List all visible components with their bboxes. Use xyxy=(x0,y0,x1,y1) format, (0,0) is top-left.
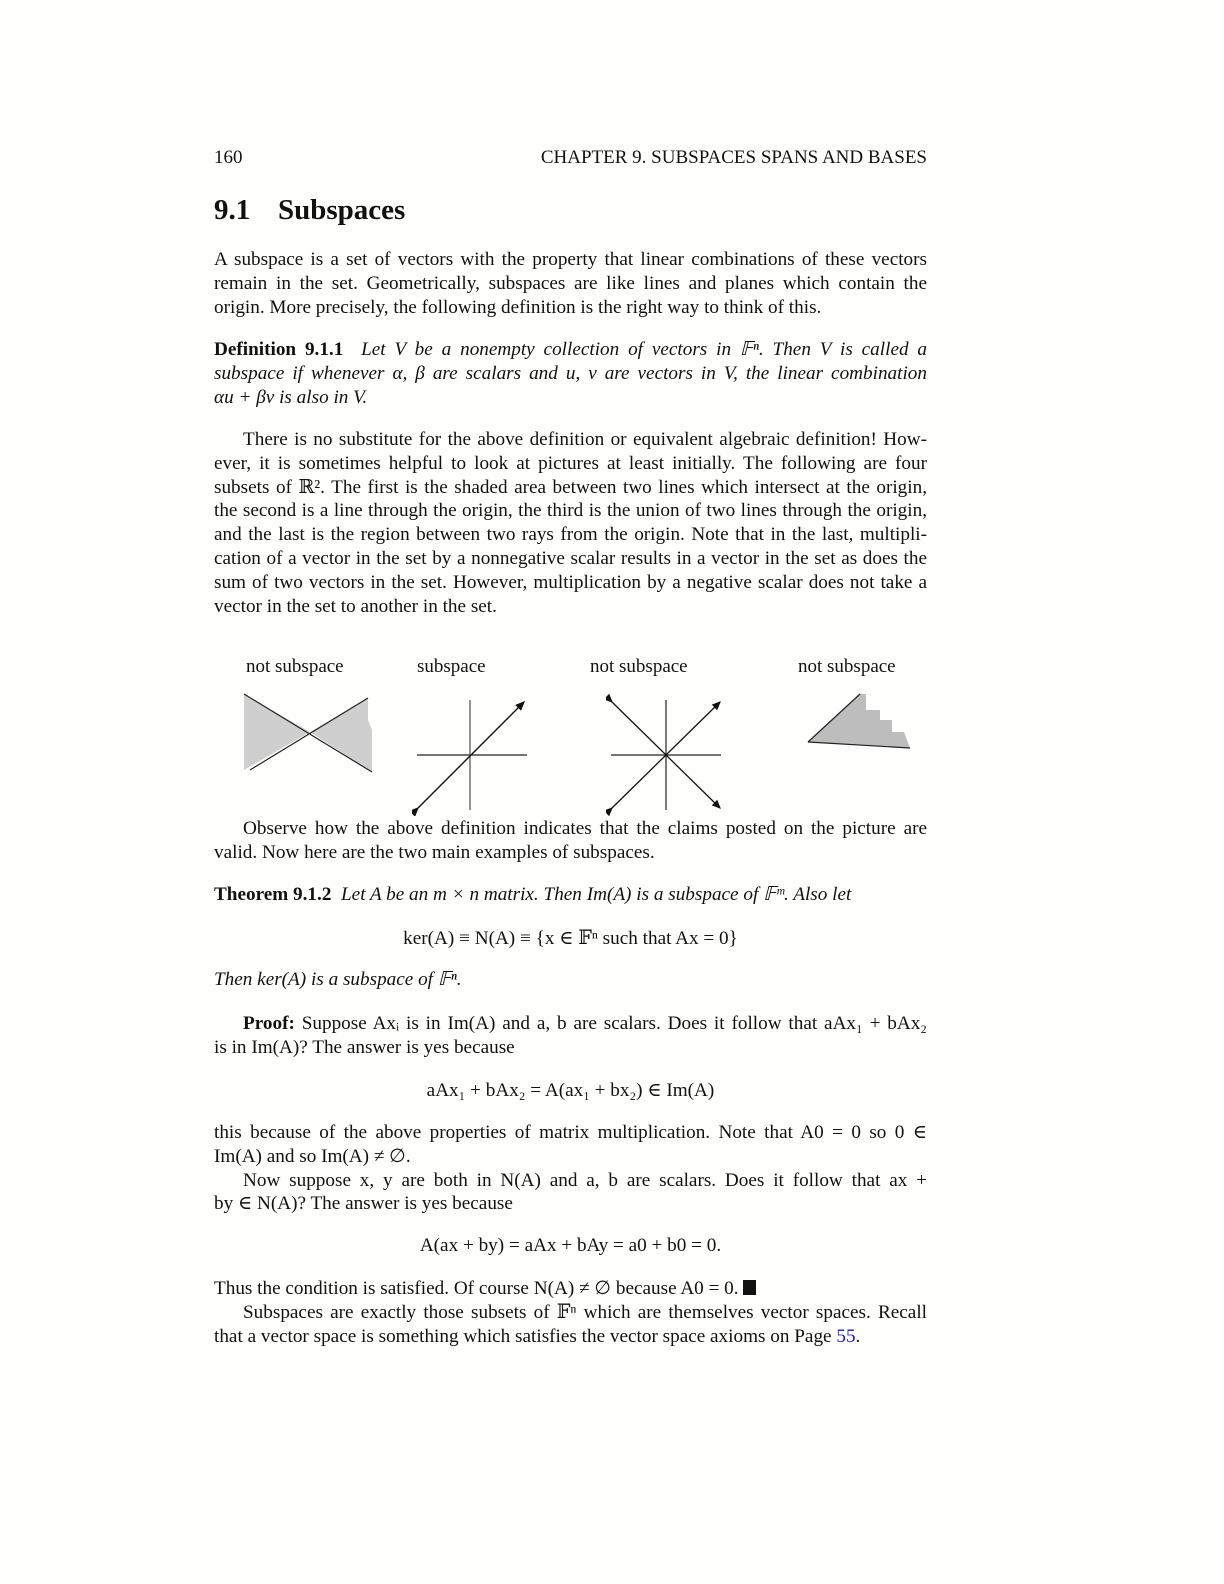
definition-line: subspace if whenever α, β are scalars and u, v are vectors in V, the linear combination xyxy=(214,362,927,384)
definition-text: Let V be a nonempty collection of vectors in 𝔽ⁿ. Then V is called a xyxy=(361,339,928,360)
definition-line: αu + βv is also in V. xyxy=(214,386,368,408)
bowtie-shaded-region xyxy=(244,694,310,770)
text-line: A subspace is a set of vectors with the property that linear combinations of these vectors xyxy=(214,249,927,270)
figure-label-4: not subspace xyxy=(798,656,896,677)
theorem-block xyxy=(214,883,927,907)
text-fragment: . xyxy=(855,1325,861,1347)
text-line: Subspaces are exactly those subsets of 𝔽ⁿ which are themselves vector spaces. Recall xyxy=(243,1301,927,1323)
proof-text: Suppose Axᵢ is in Im(A) and a, b are scalars. Does it follow that aAx₁ + bAx₂ xyxy=(301,1013,927,1034)
discussion-paragraph xyxy=(214,428,927,618)
kernel-closure-equation: A(ax + by) = aAx + bAy = a0 + b0 = 0. xyxy=(419,1235,722,1256)
proof-line xyxy=(214,1012,927,1036)
chapter-title: CHAPTER 9. SUBSPACES SPANS AND BASES xyxy=(540,147,927,168)
bowtie-shaded-region xyxy=(310,698,372,772)
proof-line: by ∈ N(A)? The answer is yes because xyxy=(214,1193,513,1215)
figure-label-3: not subspace xyxy=(590,656,688,677)
definition-line xyxy=(214,338,927,362)
cone-shaded-region xyxy=(808,694,910,748)
text-line: vector in the set to another in the set. xyxy=(214,595,497,617)
text-line: valid. Now here are the two main examples of subspaces. xyxy=(214,841,655,863)
text-line xyxy=(214,1325,927,1349)
proof-paragraph xyxy=(214,1012,927,1060)
text-line: origin. More precisely, the following definition is the right way to think of this. xyxy=(214,296,822,318)
figure-label-2: subspace xyxy=(417,656,486,677)
text-line: Observe how the above definition indicates that the claims posted on the picture are xyxy=(243,818,927,839)
running-head xyxy=(214,147,927,169)
proof-paragraph-2 xyxy=(214,1121,927,1216)
theorem-line xyxy=(214,883,927,907)
text-line: ever, it is sometimes helpful to look at pictures at least initially. The following are four xyxy=(214,452,927,474)
proof-line: Im(A) and so Im(A) ≠ ∅. xyxy=(214,1145,411,1167)
text-fragment: that a vector space is something which satisfies the vector space axioms on Page xyxy=(214,1325,837,1347)
kernel-definition-equation: ker(A) ≡ N(A) ≡ {x ∈ 𝔽ⁿ such that Ax = 0} xyxy=(403,928,738,949)
text-line: Then ker(A) is a subspace of 𝔽ⁿ. xyxy=(214,969,462,990)
figure-line-through-origin xyxy=(412,692,532,816)
theorem-label: Theorem 9.1.2 xyxy=(214,884,332,905)
figure-cone-region xyxy=(804,690,914,754)
closing-paragraph xyxy=(214,1277,927,1348)
definition-block xyxy=(214,338,927,409)
definition-label: Definition 9.1.1 xyxy=(214,339,344,360)
figure-label-1: not subspace xyxy=(246,656,344,677)
text-line: subsets of ℝ². The first is the shaded area between two lines which intersect at the origin, xyxy=(214,476,927,498)
proof-line xyxy=(214,1277,927,1301)
text-line: sum of two vectors in the set. However, multiplication by a negative scalar does not take a xyxy=(214,571,927,593)
proof-text: Thus the condition is satisfied. Of course N(A) ≠ ∅ because A0 = 0. xyxy=(214,1278,739,1299)
section-heading xyxy=(214,194,405,227)
page-55-link[interactable]: 55 xyxy=(836,1325,856,1347)
theorem-statement: Let A be an m × n matrix. Then Im(A) is a subspace of 𝔽ᵐ. Also let xyxy=(341,884,852,905)
text-line: the second is a line through the origin, the third is the union of two lines through the origin, xyxy=(214,500,927,522)
proof-line: is in Im(A)? The answer is yes because xyxy=(214,1036,515,1058)
section-number: 9.1 xyxy=(214,194,251,226)
theorem-conclusion xyxy=(214,968,927,992)
observe-paragraph xyxy=(214,817,927,865)
figure-bowtie xyxy=(240,690,380,780)
section-title: Subspaces xyxy=(278,194,406,226)
page-number: 160 xyxy=(214,147,243,168)
text-line: remain in the set. Geometrically, subspaces are like lines and planes which contain the xyxy=(214,272,927,294)
proof-line: Now suppose x, y are both in N(A) and a, b are scalars. Does it follow that ax + xyxy=(243,1169,927,1191)
proof-label: Proof: xyxy=(243,1013,295,1034)
text-line: There is no substitute for the above definition or equivalent algebraic definition! How- xyxy=(243,429,927,450)
image-closure-equation: aAx₁ + bAx₂ = A(ax₁ + bx₂) ∈ Im(A) xyxy=(426,1080,715,1101)
text-line: cation of a vector in the set by a nonnegative scalar results in a vector in the set as does the xyxy=(214,547,927,569)
figure-two-lines xyxy=(606,692,726,816)
proof-line: this because of the above properties of matrix multiplication. Note that A0 = 0 so 0 ∈ xyxy=(214,1122,927,1143)
qed-square-icon xyxy=(743,1280,756,1295)
intro-paragraph xyxy=(214,248,927,319)
text-line: and the last is the region between two rays from the origin. Note that in the last, multipli- xyxy=(214,524,927,546)
